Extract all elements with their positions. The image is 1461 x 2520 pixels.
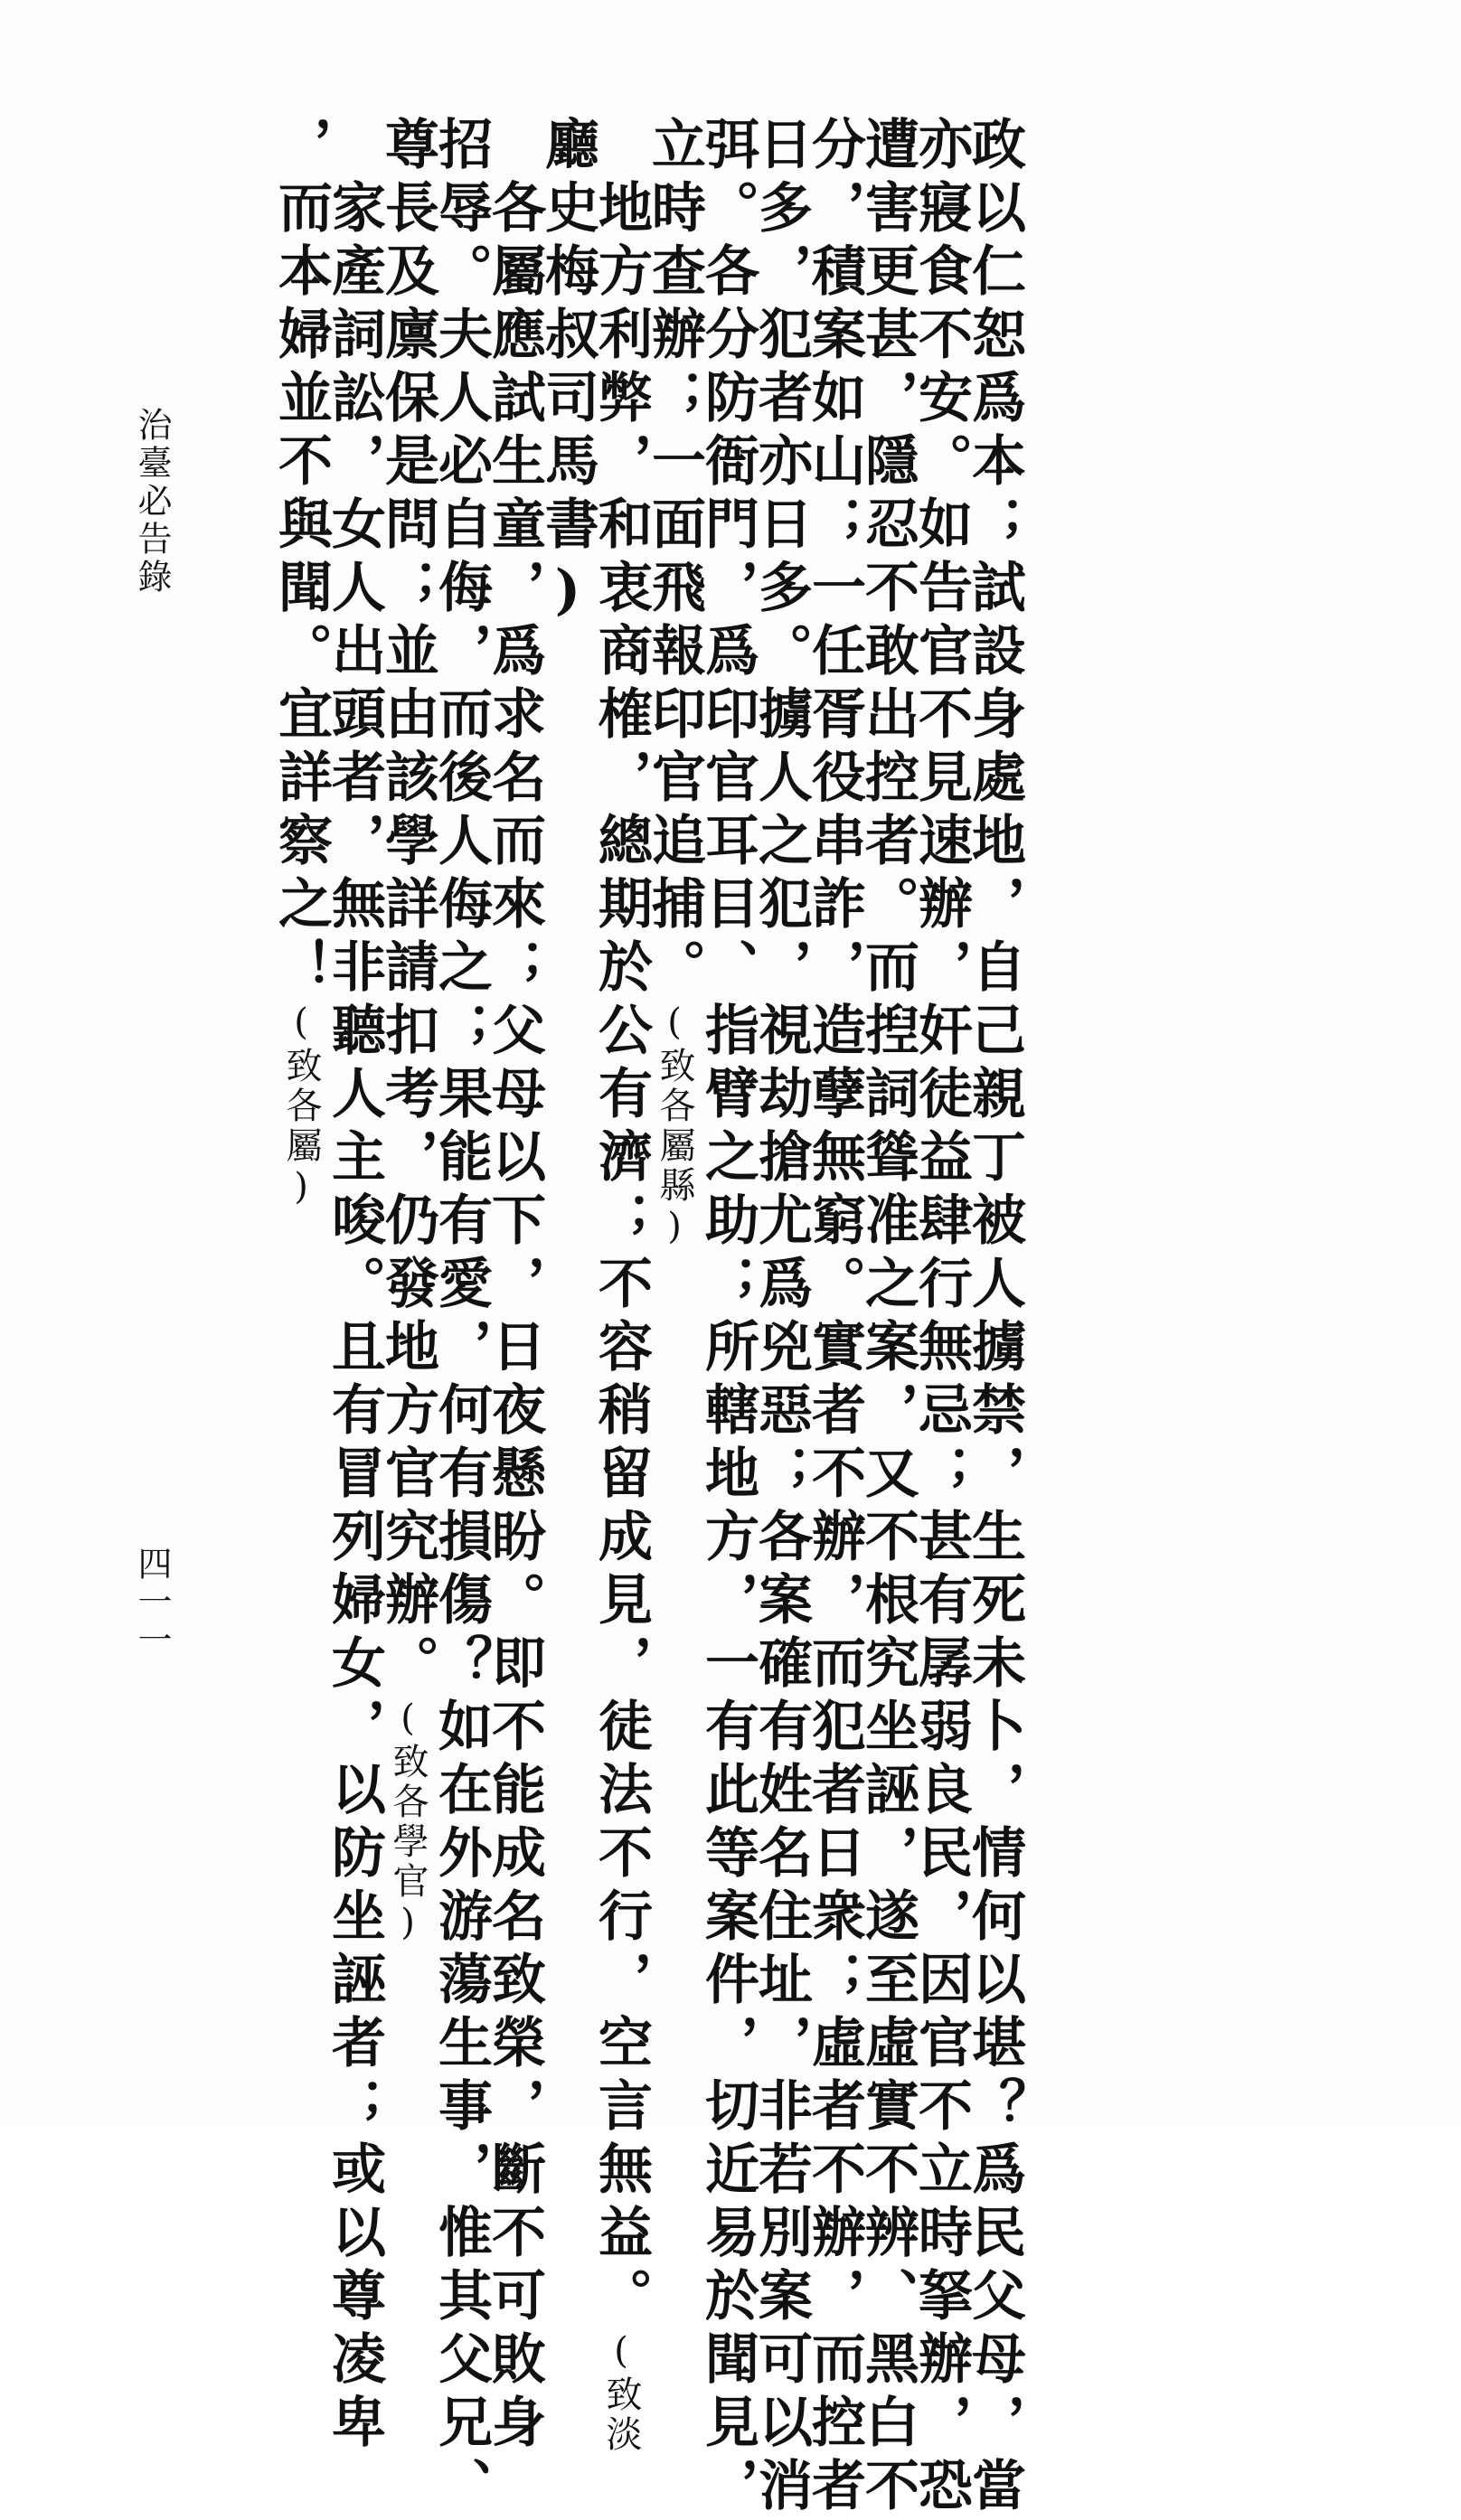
column-text: 弭。各分防衙門，爲印官耳目、指臂之助；所轄地方，一有此等案件，切近易於聞見， [696, 116, 759, 2520]
text-column-8 [589, 116, 653, 2455]
column-text: 尊長及廪保是問；並由該學詳請扣考，仍發地方官究辦。 [376, 116, 439, 1697]
text-column-7 [643, 116, 706, 1251]
text-column-4 [803, 116, 866, 2520]
column-text: 立時查辦；一面飛報印官追捕。 [643, 116, 706, 1001]
book-title: 治臺必告錄 [132, 407, 172, 597]
column-note: (致各學官) [387, 1697, 429, 1947]
column-note: (致各屬) [280, 1001, 322, 1211]
text-column-14 [269, 116, 333, 1211]
column-text: 各屬應試生童，爲求名而來；父母以下，日夜懸盼。即不能成名致榮，斷不可敗身 [483, 116, 546, 2457]
text-column-2 [910, 116, 973, 2520]
text-column-9 [536, 116, 599, 631]
text-column-10 [483, 116, 546, 2457]
column-text: 亦寢食不安。如告官不見速辦，奸徒益肆行無忌；甚有孱弱良民，因官不立時拏辦，恐 [910, 116, 973, 2520]
column-text: 廳史梅叔司馬書) [536, 116, 599, 631]
text-column-13 [323, 116, 386, 2457]
text-column-11 [429, 116, 493, 2520]
column-text: 政以仁恕爲本；試設身處地，自己親丁被人擄禁，生死未卜，情何以堪？爲民父母，當 [963, 116, 1026, 2520]
column-text: 分，積案如山；一任胥役串詐，造孽無窮。實者不辦，而犯者日衆；虛者不辦，而控者 [803, 116, 866, 2520]
text-column-3 [856, 116, 919, 2520]
text-column-12 [376, 116, 439, 1947]
text-column-6 [696, 116, 759, 2520]
text-column-1 [963, 116, 1026, 2520]
column-text: 地方利弊，和衷商榷，總期於公有濟；不容稍留成見，徒法不行，空言無益。 [589, 116, 653, 2330]
column-note: (致淡 [600, 2330, 642, 2455]
column-note: (致各屬縣) [654, 1001, 695, 1251]
column-text: 家產詞訟，女人出頭者，無非聽人主唆。且有冒列婦女，以防坐誣者；或以尊凌卑 [323, 116, 386, 2457]
column-text: 遭害更甚，隱忍不敢出控者。而揑詞聳准之案，又不根究坐誣，遂至虛實不辨、黑白不 [856, 116, 919, 2520]
column-text: 日多，犯者亦日多。擄人之犯，視劫搶尤爲兇惡；各案確有姓名住址，非若別案可以消 [749, 116, 813, 2520]
column-text: 招辱。夫人必自侮，而後人侮之；果能有愛，何有損傷？如在外游蕩生事，惟其父兄、 [429, 116, 493, 2520]
column-text: ，而本婦並不與聞。宜詳察之！ [269, 116, 333, 1001]
page-number: 四一一 [132, 1546, 172, 1660]
text-column-5 [749, 116, 813, 2520]
